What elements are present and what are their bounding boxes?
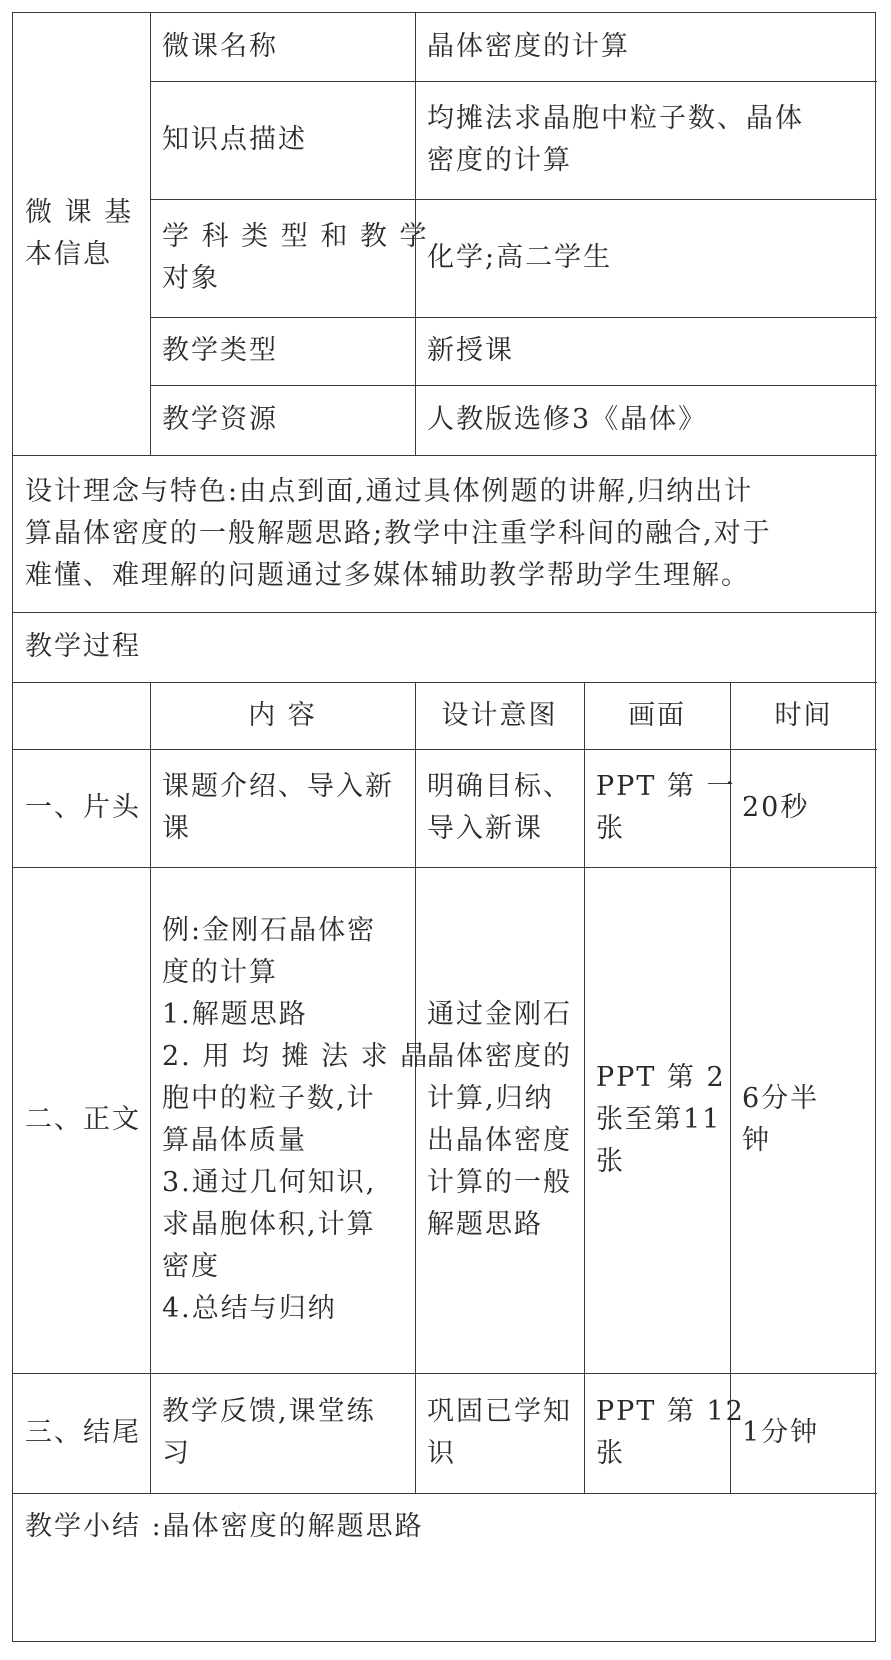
header-content — [150, 682, 415, 749]
teaching-summary-text: 教学小结 :晶体密度的解题思路 — [25, 1511, 424, 1542]
stage-ending — [13, 1373, 150, 1493]
knowledge-point-value — [415, 81, 877, 199]
ending-content — [150, 1373, 415, 1493]
ending-screen — [584, 1373, 745, 1493]
subject-audience-label — [150, 199, 429, 317]
intro-screen-line-1: PPT 第 一 — [596, 771, 736, 802]
ending-screen-line-1: PPT 第 12 — [596, 1396, 745, 1427]
course-name-value — [415, 13, 877, 81]
process-title — [13, 612, 877, 682]
main-intent-line-5: 计算的一般 — [427, 1167, 572, 1198]
main-content-line-3: 1.解题思路 — [162, 999, 308, 1030]
stage-intro-text: 一、片头 — [25, 792, 141, 823]
header-time-text: 时间 — [774, 699, 833, 731]
header-screen — [584, 682, 730, 749]
stage-intro — [13, 749, 150, 867]
main-screen — [584, 867, 730, 1373]
header-intent-text: 设计意图 — [441, 699, 558, 731]
main-content-line-10: 4.总结与归纳 — [162, 1293, 337, 1324]
ending-intent — [415, 1373, 584, 1493]
intro-content — [150, 749, 415, 867]
stage-main — [13, 867, 150, 1373]
course-name-label — [150, 13, 415, 81]
main-content-line-1: 例:金刚石晶体密 — [162, 915, 377, 946]
header-content-text: 内 容 — [248, 699, 317, 731]
main-content — [150, 867, 430, 1373]
stage-main-text: 二、正文 — [25, 1104, 141, 1135]
intro-time-text: 20秒 — [742, 792, 810, 823]
teaching-resource-value — [415, 385, 877, 455]
main-time — [730, 867, 877, 1373]
main-intent-line-1: 通过金刚石 — [427, 999, 572, 1030]
subject-audience-label-line-2: 对象 — [162, 263, 220, 294]
teaching-type-value-text: 新授课 — [427, 335, 514, 366]
ending-content-line-2: 习 — [162, 1438, 191, 1469]
main-content-line-6: 算晶体质量 — [162, 1125, 307, 1156]
main-intent-line-3: 计算,归纳 — [427, 1083, 554, 1114]
main-screen-line-2: 张至第11 — [596, 1104, 722, 1135]
intro-intent-line-2: 导入新课 — [427, 813, 543, 844]
intro-time — [730, 749, 877, 867]
main-content-line-8: 求晶胞体积,计算 — [162, 1209, 376, 1240]
ending-content-line-1: 教学反馈,课堂练 — [162, 1396, 376, 1427]
ending-time-text: 1分钟 — [742, 1417, 820, 1448]
subject-audience-value — [415, 199, 877, 317]
subject-audience-value-text: 化学;高二学生 — [427, 242, 613, 273]
intro-content-line-2: 课 — [162, 813, 191, 844]
teaching-resource-label — [150, 385, 415, 455]
header-time — [730, 682, 877, 749]
teaching-type-label — [150, 317, 415, 385]
intro-content-line-1: 课题介绍、导入新 — [162, 771, 394, 802]
main-content-line-9: 密度 — [162, 1251, 220, 1282]
stage-ending-text: 三、结尾 — [25, 1417, 141, 1448]
knowledge-point-value-line-2: 密度的计算 — [427, 145, 572, 176]
knowledge-point-value-line-1: 均摊法求晶胞中粒子数、晶体 — [427, 103, 804, 134]
teaching-resource-value-text: 人教版选修3《晶体》 — [427, 404, 708, 435]
main-time-line-1: 6分半 — [742, 1083, 820, 1114]
design-concept-line-2: 算晶体密度的一般解题思路;教学中注重学科间的融合,对于 — [25, 517, 772, 549]
design-concept-line-3: 难懂、难理解的问题通过多媒体辅助教学帮助学生理解。 — [25, 559, 750, 591]
course-name-value-text: 晶体密度的计算 — [427, 31, 630, 62]
ending-time — [730, 1373, 877, 1493]
knowledge-point-label — [150, 81, 415, 199]
teaching-resource-label-text: 教学资源 — [162, 404, 278, 435]
intro-intent-line-1: 明确目标、 — [427, 771, 572, 802]
intro-screen-line-2: 张 — [596, 813, 625, 844]
main-time-line-2: 钟 — [742, 1125, 771, 1156]
ending-intent-line-2: 识 — [427, 1438, 456, 1469]
intro-screen — [584, 749, 736, 867]
basic-info-label-line-1: 微 课 基 — [25, 197, 134, 228]
main-intent-line-4: 出晶体密度 — [427, 1125, 572, 1156]
basic-info-label — [13, 13, 150, 455]
teaching-summary — [13, 1493, 877, 1561]
lesson-plan-table — [12, 12, 876, 1642]
main-screen-line-1: PPT 第 2 — [596, 1062, 726, 1093]
teaching-type-label-text: 教学类型 — [162, 335, 278, 366]
intro-intent — [415, 749, 584, 867]
course-name-label-text: 微课名称 — [162, 31, 278, 62]
header-screen-text: 画面 — [628, 699, 686, 731]
main-screen-line-3: 张 — [596, 1146, 625, 1177]
main-intent-line-6: 解题思路 — [427, 1209, 543, 1240]
design-concept-line-1: 设计理念与特色:由点到面,通过具体例题的讲解,归纳出计 — [25, 475, 754, 507]
teaching-type-value — [415, 317, 877, 385]
main-intent-line-2: 晶体密度的 — [427, 1041, 572, 1072]
ending-screen-line-2: 张 — [596, 1438, 625, 1469]
main-content-line-4: 2. 用 均 摊 法 求 晶 — [162, 1041, 430, 1072]
subject-audience-label-line-1: 学 科 类 型 和 教 学 — [162, 221, 429, 252]
main-content-line-2: 度的计算 — [162, 957, 278, 988]
basic-info-label-line-2: 本信息 — [25, 239, 112, 270]
main-intent — [415, 867, 584, 1373]
main-content-line-5: 胞中的粒子数,计 — [162, 1083, 376, 1114]
knowledge-point-label-text: 知识点描述 — [162, 124, 307, 155]
process-title-text: 教学过程 — [25, 631, 141, 662]
design-concept — [13, 455, 877, 612]
ending-intent-line-1: 巩固已学知 — [427, 1396, 572, 1427]
header-intent — [415, 682, 584, 749]
main-content-line-7: 3.通过几何知识, — [162, 1167, 377, 1198]
